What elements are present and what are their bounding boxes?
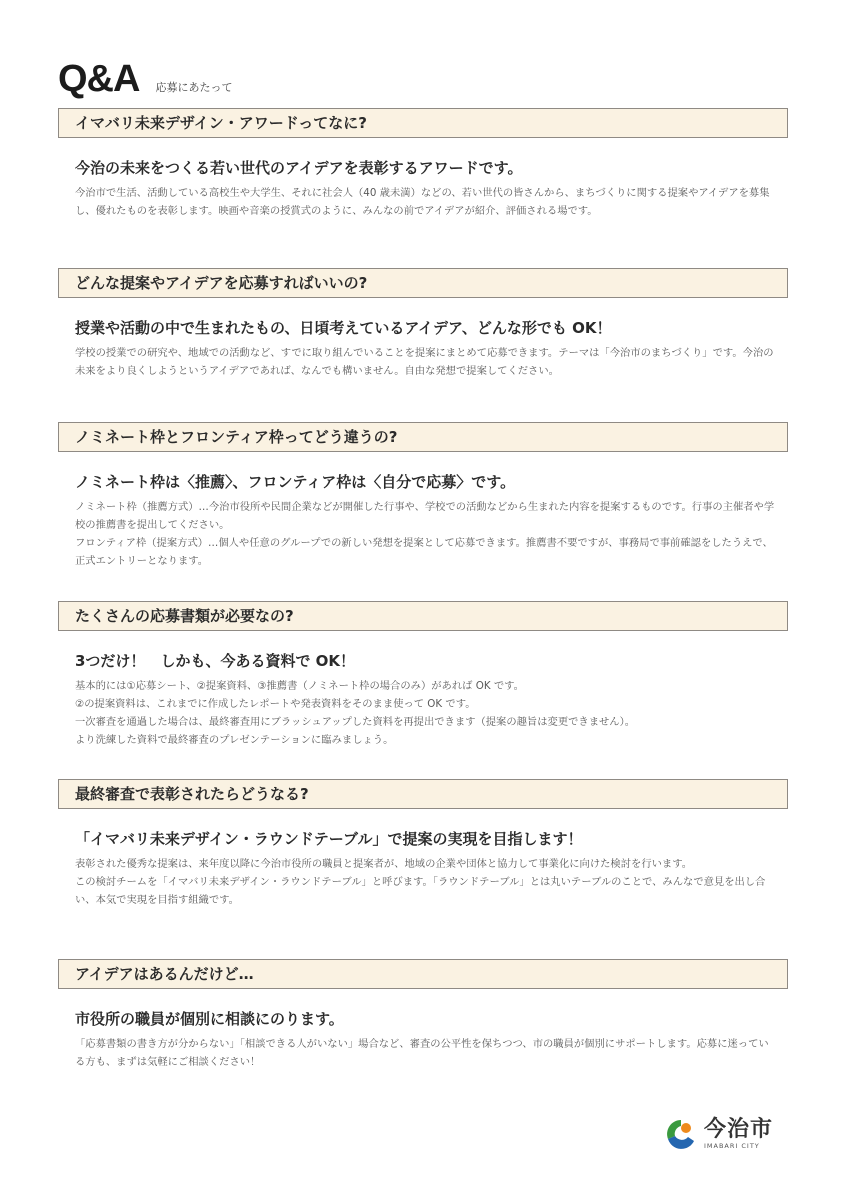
question-box: たくさんの応募書類が必要なの?	[58, 601, 788, 631]
answer-heading: 3つだけ！ しかも、今ある資料で OK！	[75, 652, 356, 670]
qa-section-3	[58, 422, 788, 570]
page-subtitle: 応募にあたって	[155, 81, 233, 94]
city-emblem-icon	[664, 1117, 698, 1151]
answer-body	[75, 498, 775, 570]
answer-heading: 授業や活動の中で生まれたもの、日頃考えているアイデア、どんな形でも OK！	[75, 319, 612, 337]
qa-section-4	[58, 601, 788, 749]
answer-paragraph: 一次審査を通過した場合は、最終審査用にブラッシュアップした資料を再提出できます（提案の趣旨は変更できません）。	[75, 716, 636, 728]
imabari-city-logo	[664, 1117, 773, 1151]
qa-section-5	[58, 779, 788, 909]
answer-paragraph: 学校の授業での研究や、地域での活動など、すでに取り組んでいることを提案にまとめて応募できます。テーマは「今治市のまちづくり」です。今治の未来をより良くしようというアイデアであれば、なんでも構いません。自由な発想で提案してください。	[75, 347, 774, 377]
page-header	[58, 58, 232, 101]
answer-body	[75, 184, 775, 220]
question-box: 最終審査で表彰されたらどうなる?	[58, 779, 788, 809]
answer-heading: 「イマバリ未来デザイン・ラウンドテーブル」で提案の実現を目指します！	[75, 830, 583, 848]
answer-body	[75, 855, 775, 909]
question-box: イマバリ未来デザイン・アワードってなに?	[58, 108, 788, 138]
answer-paragraph: ②の提案資料は、これまでに作成したレポートや発表資料をそのまま使って OK です。	[75, 698, 476, 710]
answer-paragraph: フロンティア枠（提案方式）…個人や任意のグループでの新しい発想を提案として応募できます。推薦書不要ですが、事務局で事前確認をしたうえで、正式エントリーとなります。	[75, 537, 773, 567]
qa-section-2	[58, 268, 788, 380]
question-box: どんな提案やアイデアを応募すればいいの?	[58, 268, 788, 298]
answer-body	[75, 344, 775, 380]
answer-body	[75, 1035, 775, 1071]
qa-section-1	[58, 108, 788, 220]
page-title: Q&A	[58, 58, 140, 100]
answer-heading: 今治の未来をつくる若い世代のアイデアを表彰するアワードです。	[75, 159, 523, 177]
question-box: ノミネート枠とフロンティア枠ってどう違うの?	[58, 422, 788, 452]
answer-heading: ノミネート枠は〈推薦〉、フロンティア枠は〈自分で応募〉です。	[75, 473, 516, 491]
answer-heading: 市役所の職員が個別に相談にのります。	[75, 1010, 344, 1028]
answer-paragraph: 基本的には①応募シート、②提案資料、③推薦書（ノミネート枠の場合のみ）があれば OK です。	[75, 680, 524, 692]
question-box: アイデアはあるんだけど…	[58, 959, 788, 989]
answer-paragraph: この検討チームを「イマバリ未来デザイン・ラウンドテーブル」と呼びます。「ラウンドテーブル」とは丸いテーブルのことで、みんなで意見を出し合い、本気で実現を目指す組織です。	[75, 876, 766, 906]
qa-section-6	[58, 959, 788, 1071]
logo-name-ja: 今治市	[704, 1117, 774, 1142]
answer-paragraph: 「応募書類の書き方が分からない」「相談できる人がいない」場合など、審査の公平性を保ちつつ、市の職員が個別にサポートします。応募に迷っている方も、まずは気軽にご相談ください！	[75, 1038, 769, 1068]
answer-paragraph: 表彰された優秀な提案は、来年度以降に今治市役所の職員と提案者が、地域の企業や団体と協力して事業化に向けた検討を行います。	[75, 858, 692, 870]
answer-paragraph: より洗練した資料で最終審査のプレゼンテーションに臨みましょう。	[75, 734, 394, 746]
answer-paragraph: 今治市で生活、活動している高校生や大学生、それに社会人（40 歳未満）などの、若い世代の皆さんから、まちづくりに関する提案やアイデアを募集し、優れたものを表彰します。映画や音楽の授賞式のように、みんなの前でアイデアが紹介、評価される場です。	[75, 187, 770, 217]
logo-name-en: IMABARI CITY	[704, 1142, 760, 1150]
answer-paragraph: ノミネート枠（推薦方式）…今治市役所や民間企業などが開催した行事や、学校での活動などから生まれた内容を提案するものです。行事の主催者や学校の推薦書を提出してください。	[75, 501, 775, 531]
answer-body	[75, 677, 775, 749]
